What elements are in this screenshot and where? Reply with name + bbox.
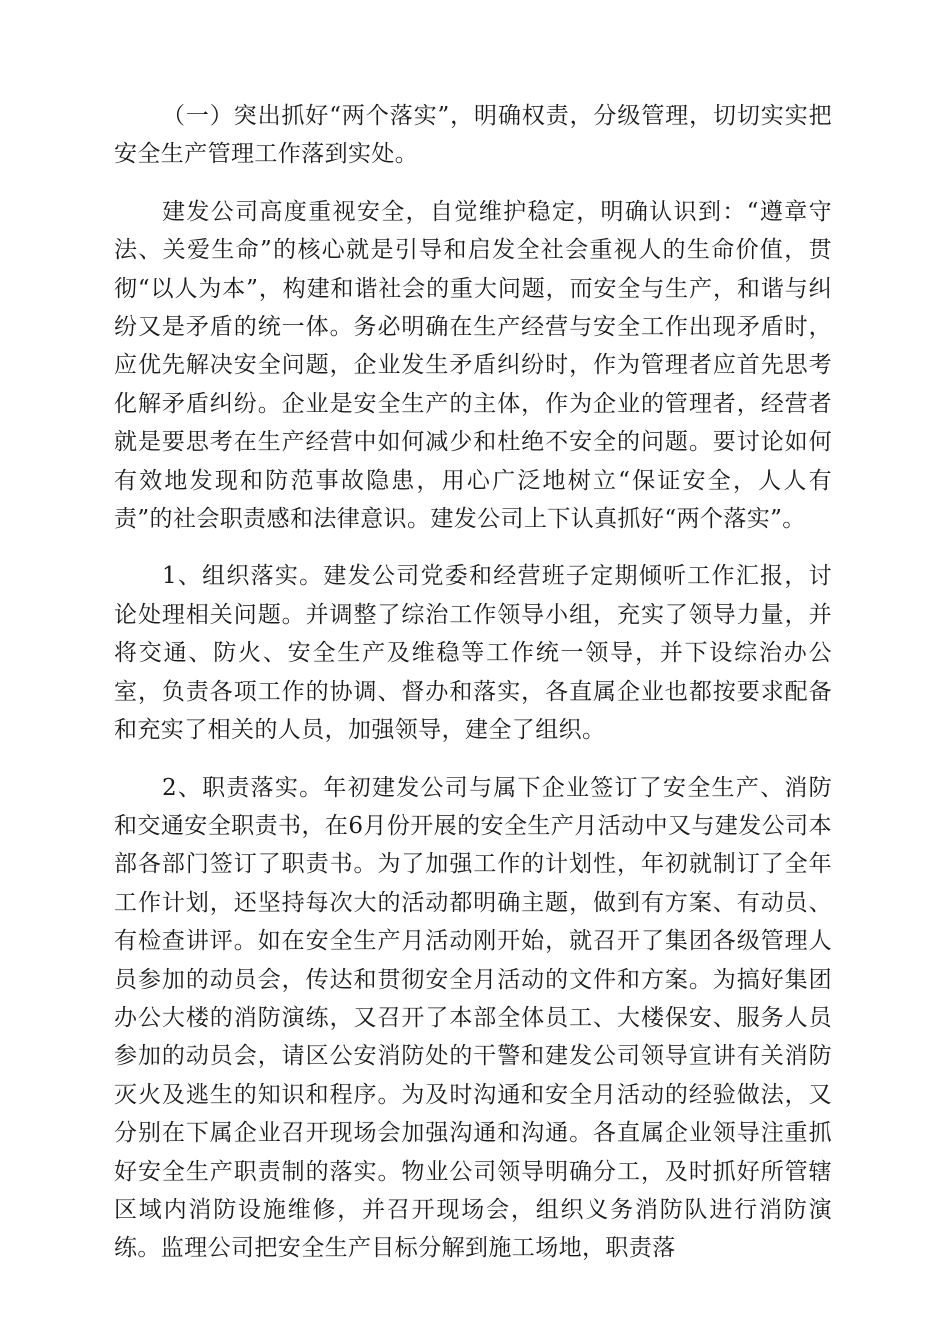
body-paragraph: 建发公司高度重视安全，自觉维护稳定，明确认识到：“遵章守法、关爱生命”的核心就是引导和启发全社会重视人的生命价值，贯彻“以人为本”，构建和谐社会的重大问题，而安全与生产，和谐与纠纷又是矛盾的统一体。务必明确在生产经营与安全工作出现矛盾时，应优先解决安全问题，企业发生矛盾纠纷时，作为管理者应首先思考化解矛盾纠纷。企业是安全生产的主体，作为企业的管理者，经营者就是要思考在生产经营中如何减少和杜绝不安全的问题。要讨论如何有效地发现和防范事故隐患，用心广泛地树立“保证安全，人人有责”的社会职责感和法律意识。建发公司上下认真抓好“两个落实”。 xyxy=(114,198,832,533)
body-paragraph: 2、职责落实。年初建发公司与属下企业签订了安全生产、消防和交通安全职责书，在6月份开展的安全生产月活动中又与建发公司本部各部门签订了职责书。为了加强工作的计划性，年初就制订了全年工作计划，还坚持每次大的活动都明确主题，做到有方案、有动员、有检查讲评。如在安全生产月活动刚开始，就召开了集团各级管理人员参加的动员会，传达和贯彻安全月活动的文件和方案。为搞好集团办公大楼的消防演练，又召开了本部全体员工、大楼保安、服务人员参加的动员会，请区公安消防处的干警和建发公司领导宣讲有关消防灭火及逃生的知识和程序。为及时沟通和安全月活动的经验做法，又分别在下属企业召开现场会加强沟通和沟通。各直属企业领导注重抓好安全生产职责制的落实。物业公司领导明确分工，及时抓好所管辖区域内消防设施维修，并召开现场会，组织义务消防队进行消防演练。监理公司把安全生产目标分解到施工场地，职责落 xyxy=(114,774,832,1262)
document-body xyxy=(114,97,832,1287)
section-heading-paragraph: （一）突出抓好“两个落实”，明确权责，分级管理，切切实实把安全生产管理工作落到实处。 xyxy=(114,103,832,168)
body-paragraph: 1、组织落实。建发公司党委和经营班子定期倾听工作汇报，讨论处理相关问题。并调整了综治工作领导小组，充实了领导力量，并将交通、防火、安全生产及维稳等工作统一领导，并下设综治办公室，负责各项工作的协调、督办和落实，各直属企业也都按要求配备和充实了相关的人员，加强领导，建全了组织。 xyxy=(114,563,832,744)
